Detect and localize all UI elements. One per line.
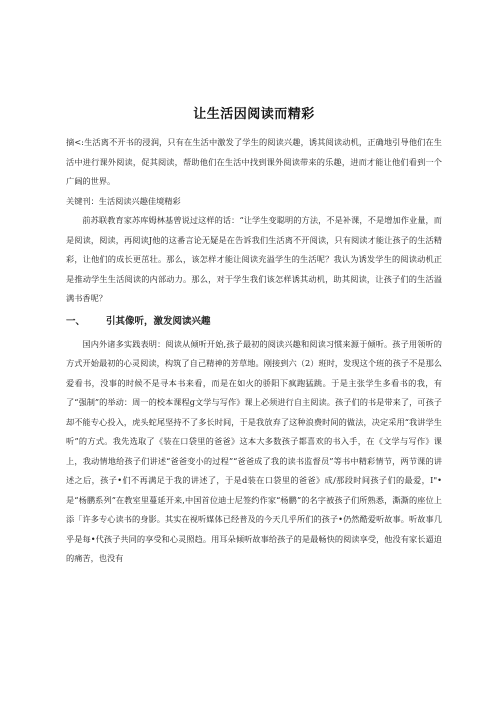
document-title: 让生活因阅读而精彩: [193, 107, 315, 122]
abstract: 摘<:生活离不开书的浸润，只有在生活中激发了学生的阅读兴趣，诱其阅读动机，正确地引导他们在生活中进行课外阅读，促其阅读，帮助他们在生活中找到课外阅读带来的乐趣，进而才能让他们看到一个广阔的世界。: [66, 137, 442, 186]
section1-paragraph: 国内外诸多实践表明：阅读从倾听开始,孩子最初的阅读兴趣和阅读习惯来源于倾听。孩子用领听的方式开始最初的心灵阅读，构筑了自己精神的芳草地。刚接到六（2）班时，发现这个班的孩子不是那么爱看书，没事的时候不是寻本书来看，而是在如火的骄阳下疯跑猛跳。于是主张学生多看书的我，有了“强制”的举动：周一的校本课程g文学与写作》课上必须进行自主阅读。孩子们的书是带来了，可孩子却不能专心投入，虎头蛇尾坚持不了多长时间，于是我放弃了这种浪费时间的做法，决定采用“我讲学生听”的方式。我先选取了《装在口袋里的爸爸》这本大多数孩子都喜欢的书入手，在《文学与写作》课上，我动情地给孩子们讲述“爸爸变小的过程”“爸爸成了我的读书监督员”等书中精彩情节，两节课的讲述之后，孩子•们不再满足于我的讲述了，于是d装在口袋里的爸爸》成/那段时间孩子们的最爱，I"•是“杨鹏系列”在教室里蔓延开来,中国首位迪士尼签约作家“杨鹏”的名字被孩子们所熟悉，澌澌的座位上添「许多专心读书的身影。其实在视听媒体已经普及的今天几乎所们的孩子•仍然酷爱听故事。听故事几乎是每•代孩子共同的享受和心灵照趋。用耳朵倾听故事给孩子的是最畅快的阅读享受，他没有家长逼迫的痛苦，也没有: [66, 338, 442, 563]
section-heading-text: 引其像听，激发阅读兴趣: [106, 315, 211, 327]
section-number: 一、: [66, 315, 86, 327]
intro-paragraph: 前苏联教育家苏库姆林基曾说过这样的话：“让学生变聪明的方法，不是补课，不是增加作业量，而是阅读，阅读，再阅读J他的这番言论无疑是在告诉我们生活离不开阅读，只有阅读才能让孩子的生活精彩，让他们的成长更茁壮。那么，该怎样才能让阅读充溢学生的生活呢？我认为诱发学生的阅读动机正是推动学生生活阅读的内部动力。那么，对于学生我们该怎样诱其动机，助其阅读，让孩子们的生活溢满书香呢？: [66, 215, 442, 303]
keywords: 关键刊：生活阅读兴趣佳境精彩: [66, 195, 181, 206]
section-heading-1: [66, 312, 442, 332]
